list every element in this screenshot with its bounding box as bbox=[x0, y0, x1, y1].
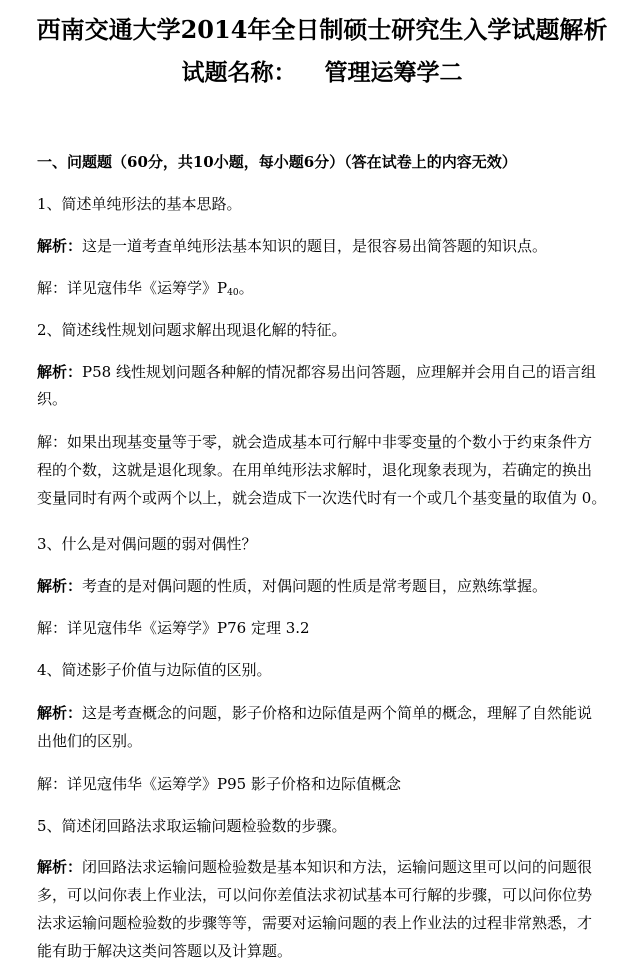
answer-2-line-3: 变量同时有两个或两个以上，就会造成下一次迭代时有一个或几个基变量的取值为 0。 bbox=[37, 489, 607, 507]
question-2: 2、简述线性规划问题求解出现退化解的特征。 bbox=[37, 321, 347, 339]
analysis-4-cont: 出他们的区别。 bbox=[37, 732, 143, 750]
answer-text: 解：详见寇伟华《运筹学》P bbox=[37, 279, 228, 297]
section-heading: 一、问题题（60分，共10小题，每小题6分）（答在试卷上的内容无效） bbox=[37, 153, 517, 171]
answer-suffix: 。 bbox=[238, 279, 254, 297]
analysis-text: 考查的是对偶问题的性质，对偶问题的性质是常考题目，应熟练掌握。 bbox=[82, 577, 548, 595]
analysis-label: 解析： bbox=[37, 704, 83, 722]
analysis-text: 闭回路法求运输问题检验数是基本知识和方法，运输问题这里可以问的问题很 bbox=[82, 858, 593, 876]
analysis-3 bbox=[37, 578, 597, 595]
question-3: 3、什么是对偶问题的弱对偶性？ bbox=[37, 535, 257, 553]
answer-2-line-2: 程的个数，这就是退化现象。在用单纯形法求解时，退化现象表现为，若确定的换出 bbox=[37, 461, 593, 479]
analysis-label: 解析： bbox=[37, 237, 83, 255]
analysis-4 bbox=[37, 705, 597, 722]
analysis-5 bbox=[37, 859, 597, 876]
analysis-5-line-3: 法求运输问题检验数的步骤等等，需要对运输问题的表上作业法的过程非常熟悉，才 bbox=[37, 914, 593, 932]
analysis-2 bbox=[37, 364, 597, 381]
analysis-1 bbox=[37, 238, 597, 255]
analysis-2-cont: 织。 bbox=[37, 390, 68, 408]
exam-name bbox=[0, 54, 644, 87]
answer-1 bbox=[37, 280, 597, 297]
analysis-5-line-2: 多，可以问你表上作业法，可以问你差值法求初试基本可行解的步骤，可以问你位势 bbox=[37, 886, 593, 904]
exam-name-value: 管理运筹学二 bbox=[324, 59, 463, 86]
answer-3: 解：详见寇伟华《运筹学》P76 定理 3.2 bbox=[37, 619, 310, 637]
analysis-text: 这是一道考查单纯形法基本知识的题目，是很容易出简答题的知识点。 bbox=[82, 237, 548, 255]
analysis-label: 解析： bbox=[37, 363, 83, 381]
page-subscript: 40 bbox=[227, 288, 239, 298]
question-1: 1、简述单纯形法的基本思路。 bbox=[37, 195, 242, 213]
analysis-text: P58 线性规划问题各种解的情况都容易出问答题，应理解并会用自己的语言组 bbox=[82, 363, 596, 381]
exam-name-label: 试题名称： bbox=[181, 59, 297, 86]
analysis-label: 解析： bbox=[37, 858, 83, 876]
analysis-5-line-4: 能有助于解决这类问答题以及计算题。 bbox=[37, 942, 293, 960]
answer-4: 解：详见寇伟华《运筹学》P95 影子价格和边际值概念 bbox=[37, 775, 401, 793]
question-5: 5、简述闭回路法求取运输问题检验数的步骤。 bbox=[37, 817, 347, 835]
analysis-text: 这是考查概念的问题，影子价格和边际值是两个简单的概念，理解了自然能说 bbox=[82, 704, 593, 722]
analysis-label: 解析： bbox=[37, 577, 83, 595]
document-title: 西南交通大学2014年全日制硕士研究生入学试题解析 bbox=[36, 15, 608, 44]
answer-2-line-1: 解：如果出现基变量等于零，就会造成基本可行解中非零变量的个数小于约束条件方 bbox=[37, 433, 593, 451]
question-4: 4、简述影子价值与边际值的区别。 bbox=[37, 661, 272, 679]
